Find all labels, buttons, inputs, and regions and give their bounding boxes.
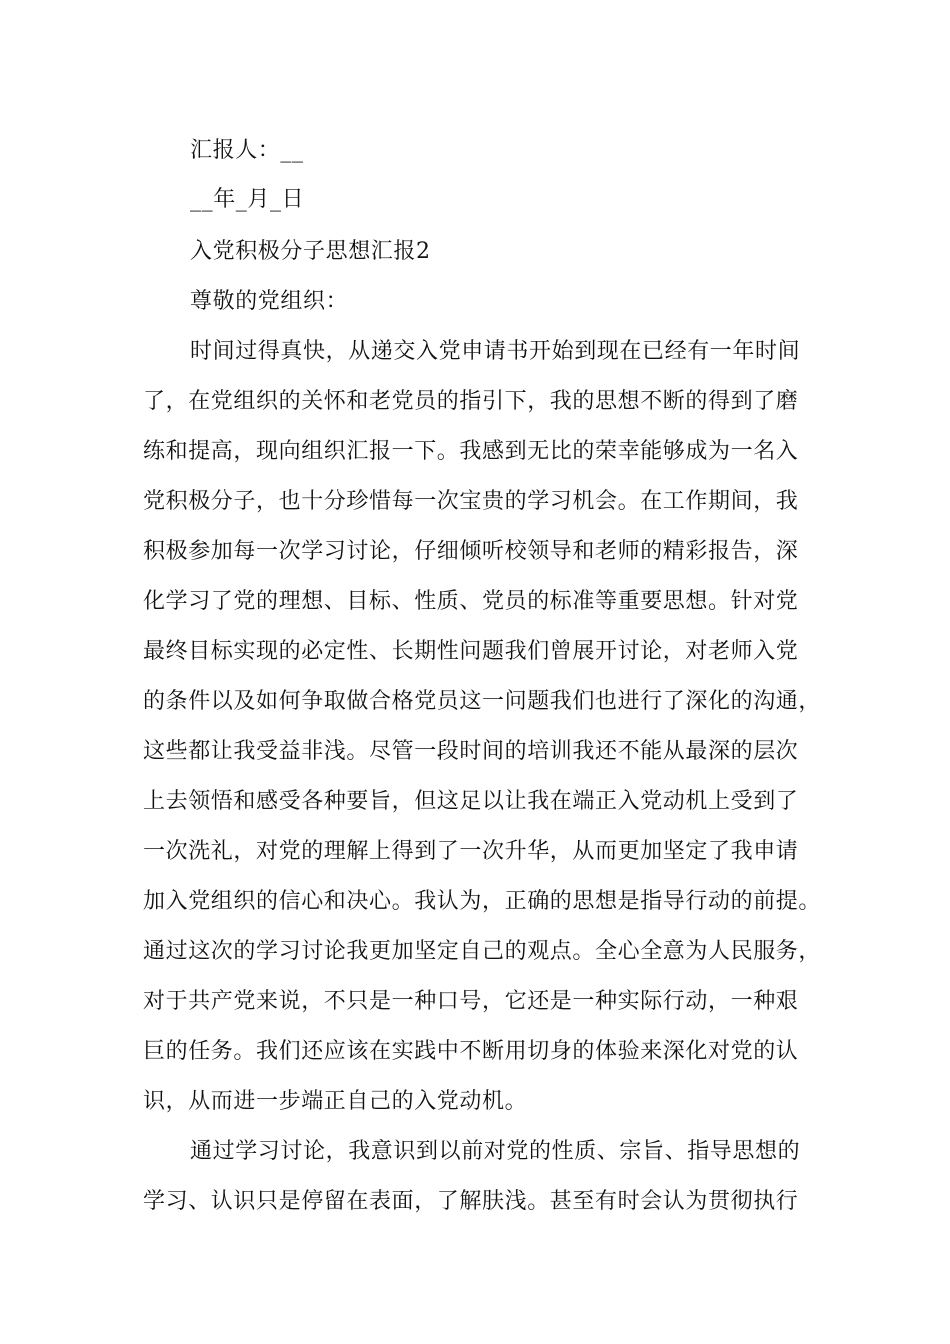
paragraph-line: 了，在党组织的关怀和老党员的指引下，我的思想不断的得到了磨: [143, 389, 799, 414]
paragraph-line: 积极参加每一次学习讨论，仔细倾听校领导和老师的精彩报告，深: [143, 539, 799, 564]
paragraph-line: 这些都让我受益非浅。尽管一段时间的培训我还不能从最深的层次: [143, 739, 799, 764]
paragraph-line: 通过学习讨论，我意识到以前对党的性质、宗旨、指导思想的: [190, 1139, 801, 1164]
paragraph-line: 练和提高，现向组织汇报一下。我感到无比的荣幸能够成为一名入: [143, 439, 799, 464]
paragraph-line: 对于共产党来说，不只是一种口号，它还是一种实际行动，一种艰: [143, 989, 799, 1014]
paragraph-line: 一次洗礼，对党的理解上得到了一次升华，从而更加坚定了我申请: [143, 839, 799, 864]
paragraph-line: 学习、认识只是停留在表面，了解肤浅。甚至有时会认为贯彻执行: [143, 1189, 799, 1214]
paragraph-line: 党积极分子，也十分珍惜每一次宝贵的学习机会。在工作期间，我: [143, 489, 799, 514]
date-line: __年_月_日: [190, 187, 305, 212]
reporter-line: 汇报人：__: [190, 138, 304, 163]
document-heading: 入党积极分子思想汇报2: [190, 239, 431, 264]
paragraph-line: 的条件以及如何争取做合格党员这一问题我们也进行了深化的沟通，: [143, 689, 822, 714]
paragraph-line: 识，从而进一步端正自己的入党动机。: [143, 1089, 528, 1114]
paragraph-line: 最终目标实现的必定性、长期性问题我们曾展开讨论，对老师入党: [143, 639, 799, 664]
salutation: 尊敬的党组织：: [190, 289, 349, 314]
paragraph-line: 化学习了党的理想、目标、性质、党员的标准等重要思想。针对党: [143, 589, 799, 614]
paragraph-line: 上去领悟和感受各种要旨，但这足以让我在端正入党动机上受到了: [143, 789, 799, 814]
paragraph-line: 加入党组织的信心和决心。我认为，正确的思想是指导行动的前提。: [143, 889, 822, 914]
paragraph-line: 时间过得真快，从递交入党申请书开始到现在已经有一年时间: [190, 339, 801, 364]
paragraph-line: 巨的任务。我们还应该在实践中不断用切身的体验来深化对党的认: [143, 1039, 799, 1064]
paragraph-line: 通过这次的学习讨论我更加坚定自己的观点。全心全意为人民服务，: [143, 939, 822, 964]
